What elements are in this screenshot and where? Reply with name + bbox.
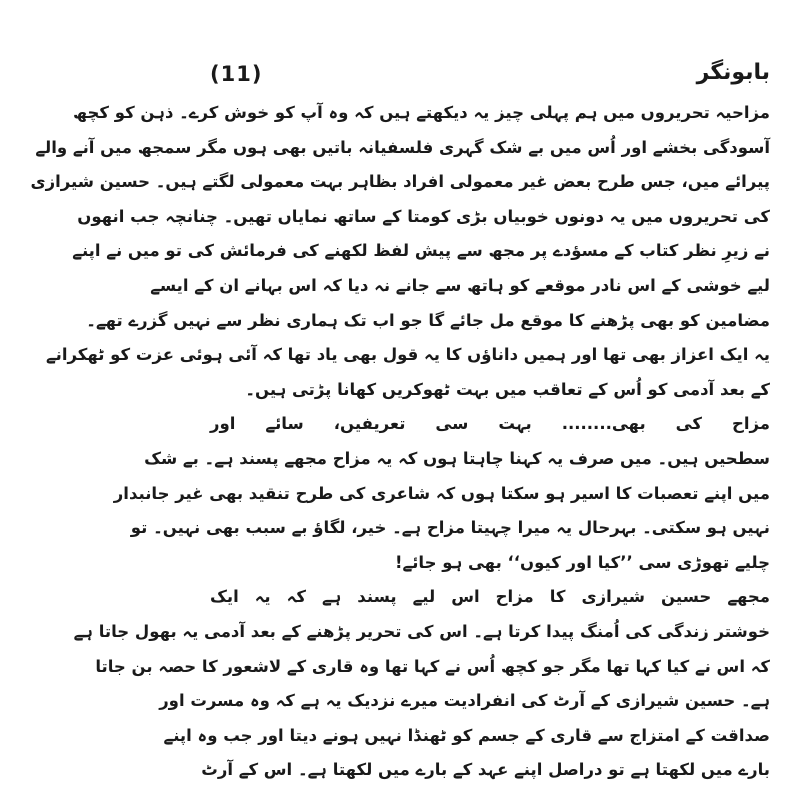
- text-line: کے بعد آدمی کو اُس کے تعاقب میں بہت ٹھوکریں کھانا پڑتی ہیں۔: [245, 379, 770, 399]
- text-line: سطحیں ہیں۔ میں صرف یہ کہنا چاہتا ہوں کہ یہ مزاح مجھے پسند ہے۔ بے شک: [144, 448, 770, 468]
- body-text: [30, 96, 770, 788]
- text-line: آسودگی بخشے اور اُس میں بے شک گہری فلسفیانہ باتیں بھی ہوں مگر سمجھ میں آنے والے: [35, 137, 770, 157]
- text-line: صداقت کے امتزاج سے قاری کے جسم کو ٹھنڈا نہیں ہونے دیتا اور جب وہ اپنے: [163, 725, 770, 745]
- text-line: کہ اس نے کیا کہا تھا مگر جو کچھ اُس نے کہا تھا وہ قاری کے لاشعور کا حصہ بن جاتا: [95, 656, 770, 676]
- page-number: (11): [210, 62, 263, 86]
- text-line: یہ ایک اعزاز بھی تھا اور ہمیں داناؤں کا یہ قول بھی یاد تھا کہ آئی ہوئی عزت کو ٹھکرانے: [45, 345, 770, 365]
- text-line: مزاحیہ تحریروں میں ہم پہلی چیز یہ دیکھتے ہیں کہ وہ آپ کو خوش کرے۔ ذہن کو کچھ: [73, 103, 770, 122]
- text-line: کی تحریروں میں یہ دونوں خوبیاں بڑی کومتا کے ساتھ نمایاں تھیں۔ چنانچہ جب انھوں: [77, 206, 770, 226]
- text-line: میں اپنے تعصبات کا اسیر ہو سکتا ہوں کہ شاعری کی طرح تنقید بھی غیر جانبدار: [113, 483, 770, 503]
- text-line: ہے۔ حسین شیرازی کے آرٹ کی انفرادیت میرے نزدیک یہ ہے کہ وہ مسرت اور: [159, 691, 770, 711]
- text-line: نہیں ہو سکتی۔ بہرحال یہ میرا چہیتا مزاح ہے۔ خیر، لگاؤ بے سبب بھی نہیں۔ تو: [130, 518, 770, 538]
- text-line: مجھے حسین شیرازی کا مزاح اس لیے پسند ہے کہ یہ ایک: [210, 587, 770, 607]
- text-line: نے زیرِ نظر کتاب کے مسؤدے پر مجھ سے پیش لفظ لکھنے کی فرمائش کی تو میں نے اپنے: [72, 241, 770, 261]
- text-line: بارے میں لکھتا ہے تو دراصل اپنے عہد کے بارے میں لکھتا ہے۔ اس کے آرٹ: [201, 760, 770, 780]
- text-line: چلیے تھوڑی سی ’’کیا اور کیوں‘‘ بھی ہو جائے!: [395, 552, 770, 572]
- running-title: بابونگر: [696, 60, 770, 85]
- text-line: لیے خوشی کے اس نادر موقعے کو ہاتھ سے جانے نہ دیا کہ اس بہانے ان کے ایسے: [150, 275, 770, 295]
- text-line: خوشتر زندگی کی اُمنگ پیدا کرتا ہے۔ اس کی تحریر پڑھنے کے بعد آدمی یہ بھول جاتا ہے: [73, 621, 770, 641]
- text-line: پیرائے میں، جس طرح بعض غیر معمولی افراد بظاہر بہت معمولی لگتے ہیں۔ حسین شیرازی: [30, 172, 770, 192]
- page-header: [210, 60, 770, 94]
- text-line: مضامین کو بھی پڑھنے کا موقع مل جائے گا جو اب تک ہماری نظر سے نہیں گزرے تھے۔: [86, 310, 770, 330]
- text-line: مزاح کی بھی........ بہت سی تعریفیں، سائے اور: [210, 414, 770, 434]
